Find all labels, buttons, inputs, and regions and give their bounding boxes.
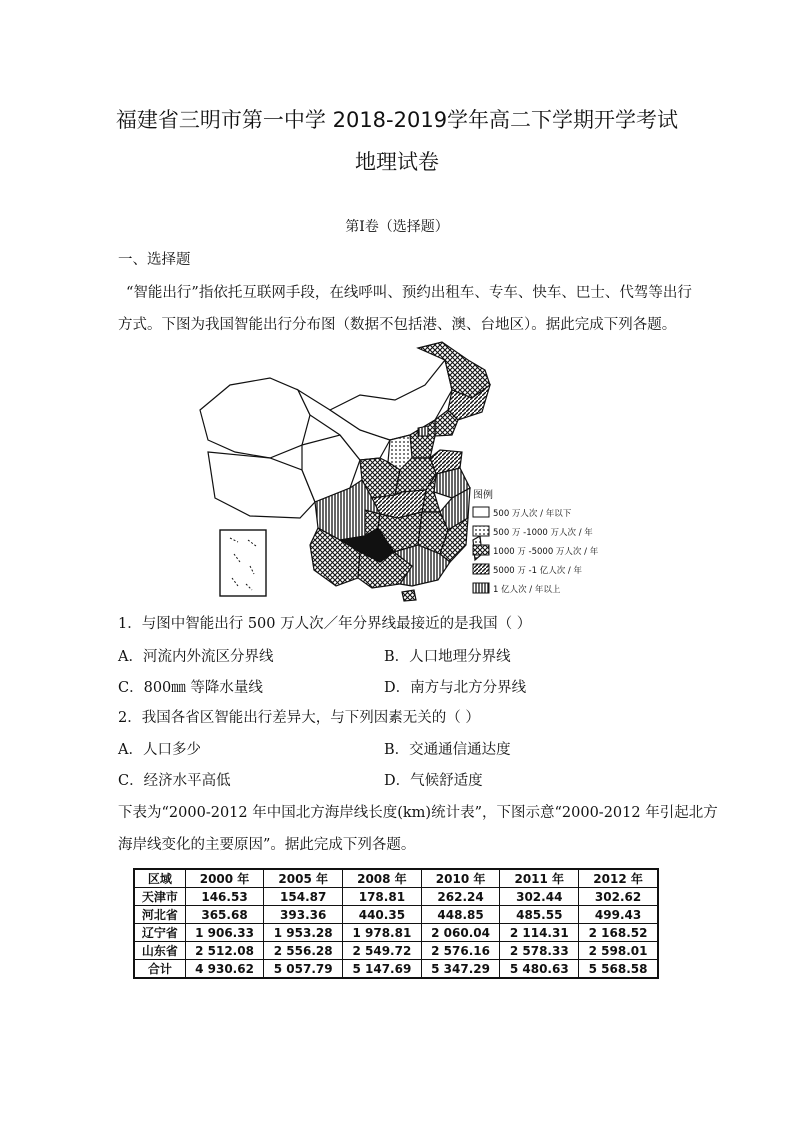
table-cell: 2 114.31 <box>500 924 579 942</box>
table-cell: 2 598.01 <box>579 942 658 960</box>
legend-item-1 <box>473 507 572 519</box>
table-cell: 440.35 <box>343 906 422 924</box>
legend-title: 图例 <box>473 490 493 501</box>
table-cell: 365.68 <box>185 906 264 924</box>
south-china-sea-inset <box>220 530 266 596</box>
map-region-hainan <box>402 590 416 601</box>
question-2-option-b: B．交通通信通达度 <box>384 742 511 758</box>
legend-item-2 <box>473 526 593 538</box>
intro-line-2: 方式。下图为我国智能出行分布图（数据不包括港、澳、台地区）。据此完成下列各题。 <box>118 317 677 333</box>
table-cell: 合计 <box>134 960 185 979</box>
table-cell: 302.62 <box>579 888 658 906</box>
table-cell: 河北省 <box>134 906 185 924</box>
question-1-option-d: D．南方与北方分界线 <box>384 680 527 696</box>
table-cell: 5 057.79 <box>264 960 343 979</box>
table-header: 区域 <box>134 869 185 888</box>
table-cell: 山东省 <box>134 942 185 960</box>
svg-text:1000 万 -5000 万人次 / 年: 1000 万 -5000 万人次 / 年 <box>493 547 599 557</box>
page-title: 福建省三明市第一中学 2018-2019学年高二下学期开学考试 <box>115 108 679 132</box>
question-2-option-c: C．经济水平高低 <box>118 773 231 789</box>
table-cell: 5 480.63 <box>500 960 579 979</box>
intro-line-1: “智能出行”指依托互联网手段，在线呼叫、预约出租车、专车、快车、巴士、代驾等出行 <box>126 285 692 301</box>
map-region-xinjiang <box>200 378 310 458</box>
table-header-row <box>134 869 658 888</box>
table-cell: 393.36 <box>264 906 343 924</box>
table-cell: 辽宁省 <box>134 924 185 942</box>
table-cell: 2 576.16 <box>421 942 500 960</box>
table-cell: 448.85 <box>421 906 500 924</box>
question-2-option-a: A．人口多少 <box>118 742 201 758</box>
map-region-beijing <box>418 426 428 436</box>
table-cell: 178.81 <box>343 888 422 906</box>
svg-text:500 万 -1000 万人次 / 年: 500 万 -1000 万人次 / 年 <box>493 528 593 538</box>
table-cell: 5 147.69 <box>343 960 422 979</box>
table-cell: 262.24 <box>421 888 500 906</box>
svg-text:500 万人次 / 年以下: 500 万人次 / 年以下 <box>493 509 572 519</box>
table-cell: 2 512.08 <box>185 942 264 960</box>
table-cell: 2 578.33 <box>500 942 579 960</box>
table-cell: 天津市 <box>134 888 185 906</box>
table-cell: 146.53 <box>185 888 264 906</box>
map-region-tibet <box>208 452 315 518</box>
table-cell: 499.43 <box>579 906 658 924</box>
question-2-option-d: D．气候舒适度 <box>384 773 483 789</box>
table-row <box>134 942 658 960</box>
table-header: 2012 年 <box>579 869 658 888</box>
table-cell: 1 978.81 <box>343 924 422 942</box>
table-cell: 1 906.33 <box>185 924 264 942</box>
table-header: 2000 年 <box>185 869 264 888</box>
svg-text:1 亿人次 / 年以上: 1 亿人次 / 年以上 <box>493 585 561 595</box>
table-cell: 5 347.29 <box>421 960 500 979</box>
table-cell: 2 556.28 <box>264 942 343 960</box>
question-1-option-c: C．800㎜ 等降水量线 <box>118 680 263 696</box>
svg-text:5000 万 -1 亿人次 / 年: 5000 万 -1 亿人次 / 年 <box>493 566 582 576</box>
legend-item-4 <box>473 564 582 576</box>
table-row <box>134 906 658 924</box>
table-row <box>134 888 658 906</box>
table-row <box>134 960 658 979</box>
table-cell: 2 168.52 <box>579 924 658 942</box>
table-header: 2005 年 <box>264 869 343 888</box>
table-row <box>134 924 658 942</box>
question-1-option-a: A．河流内外流区分界线 <box>118 649 274 665</box>
table-header: 2008 年 <box>343 869 422 888</box>
intro2-line-2: 海岸线变化的主要原因”。据此完成下列各题。 <box>118 837 416 853</box>
intro2-line-1: 下表为“2000-2012 年中国北方海岸线长度(km)统计表”，下图示意“2000-2012 年引起北方 <box>118 805 718 821</box>
volume-label: 第Ⅰ卷（选择题） <box>345 219 449 235</box>
table-cell: 302.44 <box>500 888 579 906</box>
table-cell: 4 930.62 <box>185 960 264 979</box>
table-cell: 2 549.72 <box>343 942 422 960</box>
smart-travel-map <box>190 340 610 602</box>
table-cell: 5 568.58 <box>579 960 658 979</box>
table-header: 2011 年 <box>500 869 579 888</box>
page-subtitle: 地理试卷 <box>355 150 439 174</box>
table-cell: 154.87 <box>264 888 343 906</box>
legend-item-3 <box>473 545 599 557</box>
table-cell: 2 060.04 <box>421 924 500 942</box>
table-cell: 485.55 <box>500 906 579 924</box>
coastline-table <box>133 868 659 979</box>
question-1-option-b: B．人口地理分界线 <box>384 649 511 665</box>
question-1-stem: 1．与图中智能出行 500 万人次／年分界线最接近的是我国（ ） <box>118 616 532 632</box>
table-cell: 1 953.28 <box>264 924 343 942</box>
question-2-stem: 2．我国各省区智能出行差异大，与下列因素无关的（ ） <box>118 710 480 726</box>
legend-item-5 <box>473 583 561 595</box>
section-label: 一、选择题 <box>118 252 191 268</box>
table-header: 2010 年 <box>421 869 500 888</box>
